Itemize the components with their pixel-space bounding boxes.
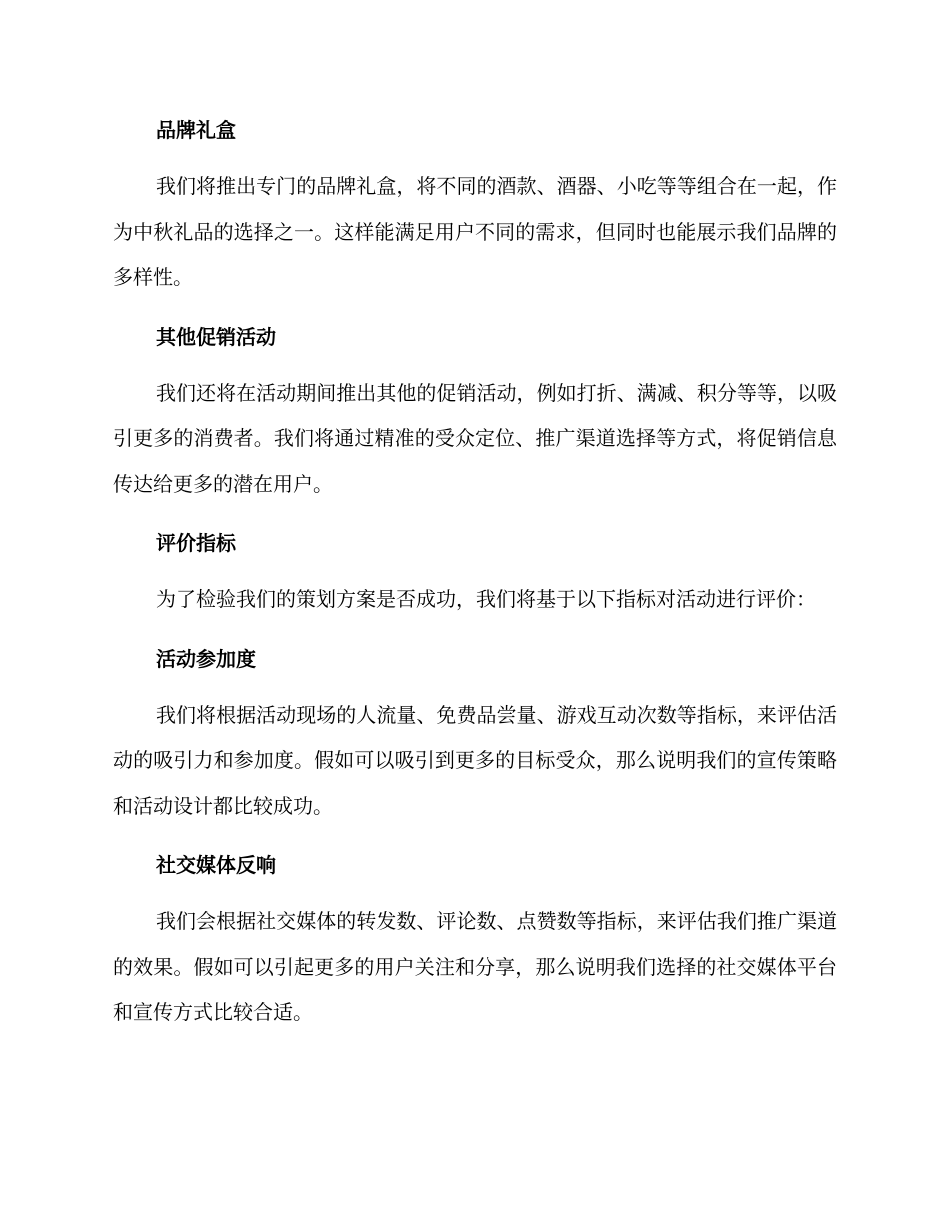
section-participation <box>113 637 837 830</box>
section-paragraph: 为了检验我们的策划方案是否成功，我们将基于以下指标对活动进行评价： <box>156 587 816 611</box>
section-brand-gift-box <box>113 108 837 301</box>
section-paragraph: 我们将推出专门的品牌礼盒，将不同的酒款、酒器、小吃等等组合在一起，作为中秋礼品的选择之一。这样能满足用户不同的需求，但同时也能展示我们品牌的多样性。 <box>113 174 837 289</box>
section-heading: 品牌礼盒 <box>156 118 236 142</box>
section-heading: 评价指标 <box>156 531 236 555</box>
section-paragraph: 我们会根据社交媒体的转发数、评论数、点赞数等指标，来评估我们推广渠道的效果。假如可以引起更多的用户关注和分享，那么说明我们选择的社交媒体平台和宣传方式比较合适。 <box>113 909 837 1024</box>
section-social-media-response <box>113 843 837 1036</box>
section-paragraph: 我们将根据活动现场的人流量、免费品尝量、游戏互动次数等指标，来评估活动的吸引力和参加度。假如可以吸引到更多的目标受众，那么说明我们的宣传策略和活动设计都比较成功。 <box>113 702 837 818</box>
section-other-promotions <box>113 315 837 508</box>
section-heading: 活动参加度 <box>156 646 256 671</box>
section-paragraph: 我们还将在活动期间推出其他的促销活动，例如打折、满减、积分等等，以吸引更多的消费者。我们将通过精准的受众定位、推广渠道选择等方式，将促销信息传达给更多的潜在用户。 <box>113 380 837 496</box>
document-page <box>113 108 837 1050</box>
section-heading: 其他促销活动 <box>156 324 276 349</box>
section-evaluation-metrics <box>113 521 837 623</box>
section-heading: 社交媒体反响 <box>156 853 276 877</box>
